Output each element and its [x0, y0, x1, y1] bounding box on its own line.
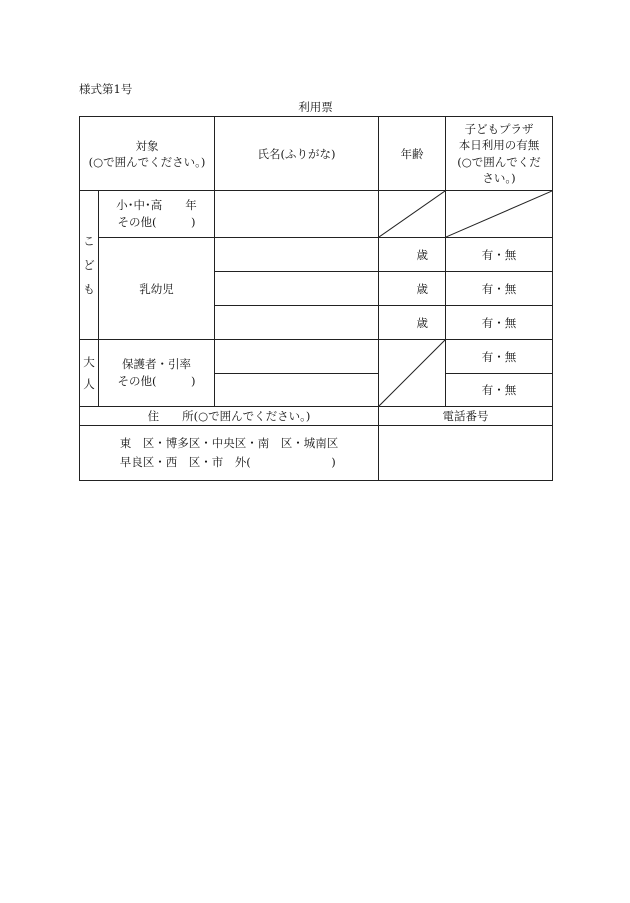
adults-group-char: 大 [83, 355, 95, 369]
header-age-cell [378, 116, 446, 191]
header-target-label: 対象 [135, 138, 159, 153]
age-unit: 歳 [416, 315, 428, 330]
name-cell [214, 237, 379, 272]
form-number: 様式第1号 [79, 82, 133, 96]
diagonal-strike [379, 340, 445, 406]
name-cell [214, 305, 379, 340]
infant-label: 乳幼児 [139, 281, 174, 296]
header-name-cell [214, 116, 379, 191]
header-usage-cell [445, 116, 553, 191]
name-cell [214, 271, 379, 306]
diagonal-strike [379, 191, 445, 237]
header-usage-line: 本日利用の有無 [458, 138, 540, 152]
header-usage-line: (○で囲んでくだ [457, 154, 541, 169]
name-cell [214, 339, 379, 374]
children-group-char: ど [83, 258, 95, 272]
age-cell [378, 237, 446, 272]
usage-choice: 有・無 [481, 383, 517, 397]
guardian-cell [98, 339, 215, 407]
header-target-note: (○で囲んでください。) [88, 154, 206, 169]
usage-choice: 有・無 [481, 281, 517, 296]
usage-cell [445, 237, 553, 272]
school-children-cell [98, 190, 215, 238]
children-group-char: も [83, 282, 95, 296]
address-options-cell [79, 425, 379, 481]
header-usage-line: さい。) [482, 171, 516, 185]
usage-cell [445, 305, 553, 340]
usage-cell [445, 373, 553, 407]
diagonal-strike [446, 191, 552, 237]
usage-choice: 有・無 [481, 349, 517, 364]
header-name-label: 氏名(ふりがな) [257, 146, 336, 161]
children-group-char: こ [83, 234, 95, 248]
other-label: その他( ) [117, 215, 196, 229]
address-options [120, 434, 339, 472]
usage-cell [445, 271, 553, 306]
header-age-label: 年齢 [400, 146, 424, 161]
address-label: 住 所(○で囲んでください。) [147, 409, 311, 423]
address-option-line: 早良区・西 区・市 外( ) [119, 455, 336, 469]
address-option-line: 東 区・博多区・中央区・南 区・城南区 [119, 436, 339, 450]
name-cell [214, 190, 379, 238]
usage-cell-struck [445, 190, 553, 238]
adult-age-cell-struck [378, 339, 446, 407]
form-title: 利用票 [298, 100, 333, 114]
age-cell [378, 271, 446, 306]
address-label-cell [79, 406, 379, 426]
header-usage-line: 子どもプラザ [464, 121, 534, 136]
name-cell [214, 373, 379, 407]
other-label: その他( ) [117, 374, 196, 388]
phone-label: 電話番号 [442, 409, 489, 423]
phone-value-cell [378, 425, 553, 481]
age-unit: 歳 [416, 281, 428, 296]
children-group-cell [79, 190, 99, 340]
usage-choice: 有・無 [481, 247, 517, 262]
guardian-label: 保護者・引率 [122, 357, 191, 371]
usage-cell [445, 339, 553, 374]
usage-choice: 有・無 [481, 315, 517, 330]
adults-group-cell [79, 339, 99, 407]
age-cell-struck [378, 190, 446, 238]
usage-form-table [79, 116, 553, 481]
age-cell [378, 305, 446, 340]
header-target-cell [79, 116, 215, 191]
age-unit: 歳 [416, 247, 428, 262]
school-grade-label: 小･中･高 年 [116, 198, 197, 212]
adults-group-char: 人 [83, 377, 95, 391]
infant-cell [98, 237, 215, 340]
phone-label-cell [378, 406, 553, 426]
